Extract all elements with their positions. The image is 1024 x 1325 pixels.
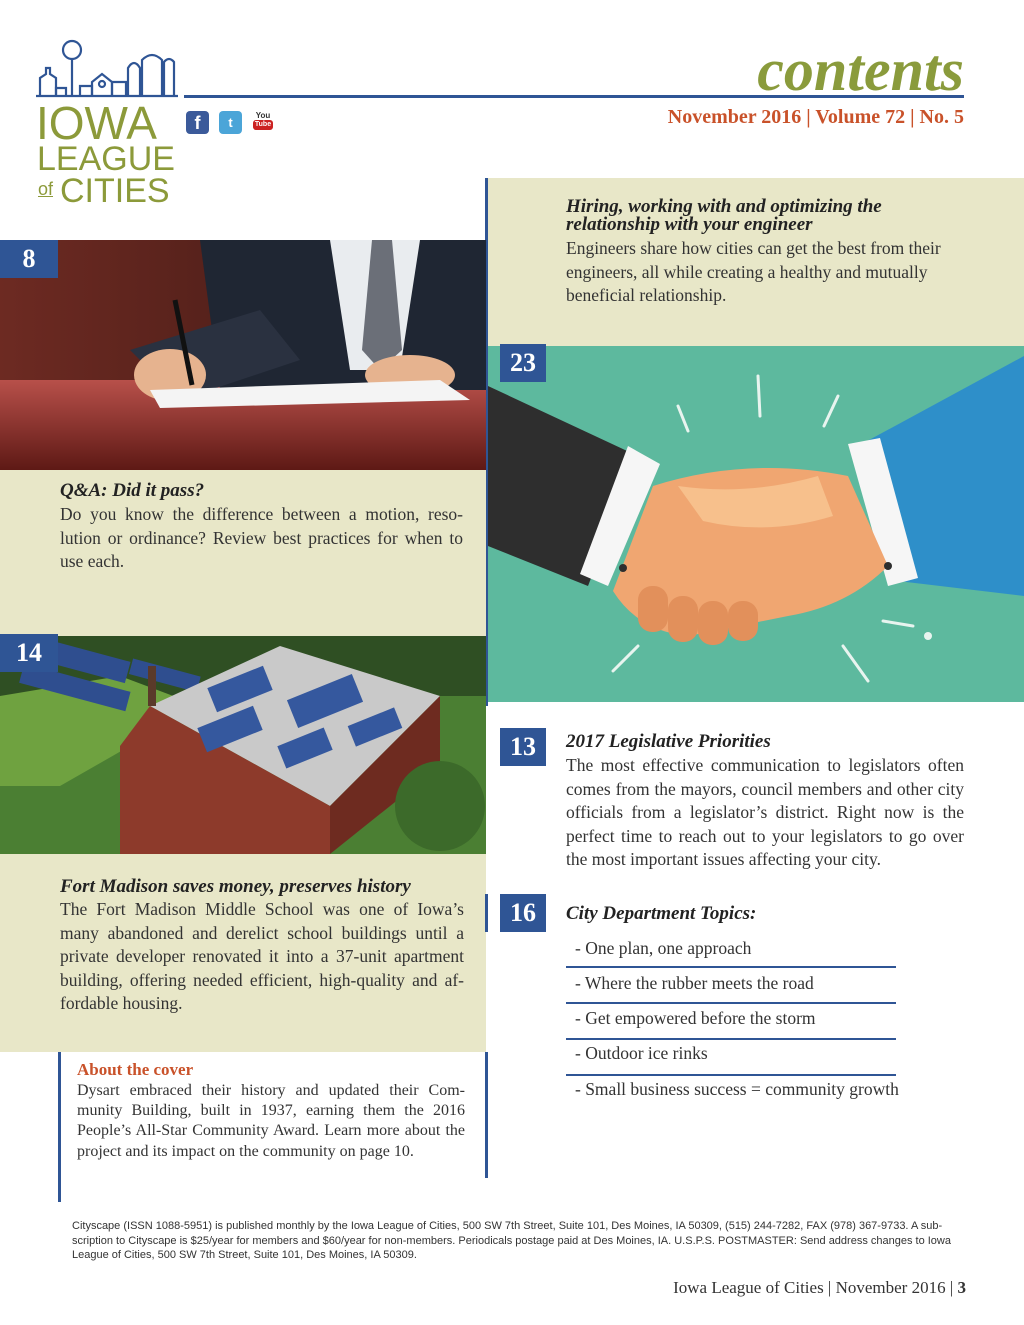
handshake-illustration [488, 346, 1024, 702]
footer-publication: Iowa League of Cities | November 2016 | [673, 1278, 958, 1297]
facebook-letter: f [194, 113, 201, 133]
page-tag-8[interactable]: 8 [0, 240, 58, 278]
handshake-icon [488, 346, 1024, 702]
solar-building-photo [0, 636, 486, 854]
page-number: 3 [957, 1278, 966, 1297]
cover-heading[interactable]: About the cover [77, 1060, 194, 1079]
engineer-article-body: Engineers share how cities can get the best from their engineers, all while creating a healthy and mutually beneficial relationship. [566, 238, 941, 305]
facebook-icon[interactable] [186, 111, 209, 134]
skyline-icon [36, 38, 178, 98]
page-tag-14[interactable]: 14 [0, 634, 58, 672]
legal-notice: Cityscape (ISSN 1088-5951) is published monthly by the Iowa League of Cities, 500 SW 7th Street, Suite 101, Des Moines, IA 50309, (515) 244-7282, FAX (978) 367-9733. A sub-scription to Cityscape is $25/year for members and $60/year for non-members. Periodicals postage paid at Des Moines, IA. U.S.P.S. POSTMASTER: Send address changes to Iowa League of Cities, 500 SW 7th Street, Suite 101, Des Moines, IA 50309. [72, 1220, 951, 1261]
youtube-top: You [255, 111, 271, 120]
signing-photo-illustration [0, 240, 486, 470]
topic-label: - One plan, one approach [575, 938, 752, 958]
logo-league: LEAGUE [37, 140, 175, 178]
topic-item[interactable] [566, 1004, 896, 1040]
cover-box-right-rule [485, 1052, 488, 1178]
legislative-body: The most effective communication to legislators often comes from the mayors, council members and other city officials from a legislator’s district. Right now is the perfect time to reach out to your legislators to go over the most important issues affecting your city. [566, 755, 964, 869]
page-tag-23[interactable]: 23 [500, 344, 546, 382]
topics-heading[interactable]: City Department Topics: [566, 903, 757, 924]
issue-info: November 2016 | Volume 72 | No. 5 [667, 106, 964, 128]
signing-document-photo [0, 240, 486, 470]
topic-item[interactable] [566, 1076, 926, 1106]
youtube-bottom: Tube [254, 121, 272, 128]
legislative-heading[interactable]: 2017 Legislative Priorities [566, 731, 771, 752]
engineer-article-heading-1[interactable]: Hiring, working with and optimizing the [566, 196, 882, 217]
page-footer [673, 1278, 966, 1298]
qa-article-heading[interactable]: Q&A: Did it pass? [60, 480, 205, 501]
qa-article-body: Do you know the difference between a motion, reso-lution or ordinance? Review best practices for when to use each. [60, 504, 463, 571]
cover-box-left-rule [58, 1052, 61, 1202]
topic-label: - Where the rubber meets the road [575, 973, 814, 993]
solar-article-body: The Fort Madison Middle School was one of Iowa’s many abandoned and derelict school buildings until a private developer renovated it into a 37-unit apartment building, offering needed efficient, high-quality and af-fordable housing. [60, 899, 464, 1013]
logo-of: of [38, 179, 54, 199]
logo[interactable] [30, 38, 180, 210]
twitter-letter: t [228, 115, 233, 130]
logo-iowa: IOWA [36, 97, 157, 149]
page-title: contents [757, 37, 964, 103]
topic-label: - Small business success = community growth [575, 1079, 899, 1099]
solar-photo-illustration [0, 636, 486, 854]
engineer-article-heading-2[interactable]: relationship with your engineer [566, 214, 813, 235]
page-tag-16[interactable]: 16 [500, 894, 546, 932]
solar-article-heading[interactable]: Fort Madison saves money, preserves history [60, 876, 411, 897]
topic-item[interactable] [566, 932, 896, 968]
twitter-icon[interactable] [219, 111, 242, 134]
topics-left-rule [485, 894, 488, 932]
page-tag-13[interactable]: 13 [500, 728, 546, 766]
topic-item[interactable] [566, 968, 896, 1004]
cover-body: Dysart embraced their history and updated their Com-munity Building, built in 1937, earning them the 2016 People’s All-Star Community Award. Learn more about the project and its impact on the community on page 10. [77, 1082, 465, 1160]
topic-label: - Get empowered before the storm [575, 1008, 816, 1028]
logo-cities: CITIES [60, 172, 170, 210]
topic-label: - Outdoor ice rinks [575, 1043, 708, 1063]
topic-item[interactable] [566, 1040, 896, 1076]
youtube-icon[interactable] [253, 111, 273, 133]
